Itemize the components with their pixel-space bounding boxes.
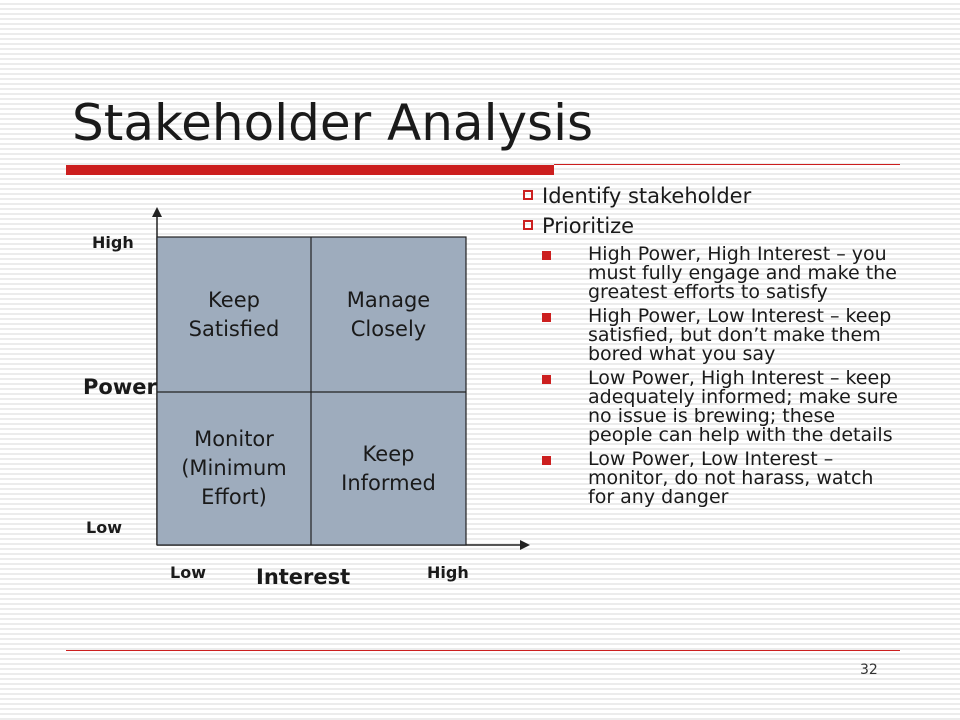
y-axis-high-label: High — [92, 233, 134, 252]
y-axis-label: Power — [83, 375, 157, 399]
quadrant-keep-informed: Keep Informed — [311, 392, 466, 545]
bullet-prioritize: Prioritize — [524, 212, 904, 240]
bullet-list — [524, 182, 904, 507]
sub-bullet: Low Power, Low Interest – monitor, do not harass, watch for any danger — [524, 450, 904, 507]
filled-square-bullet-icon — [542, 456, 551, 465]
quadrant-keep-satisfied: Keep Satisfied — [157, 237, 311, 392]
filled-square-bullet-icon — [542, 375, 551, 384]
x-axis-high-label: High — [427, 563, 469, 582]
hollow-square-bullet-icon — [523, 190, 533, 200]
filled-square-bullet-icon — [542, 251, 551, 260]
x-axis-low-label: Low — [170, 563, 206, 582]
y-axis-low-label: Low — [86, 518, 122, 537]
quadrant-manage-closely: Manage Closely — [311, 237, 466, 392]
slide-title: Stakeholder Analysis — [72, 94, 594, 152]
quadrant-monitor: Monitor (Minimum Effort) — [157, 392, 311, 545]
footer-line — [66, 650, 900, 651]
page-number: 32 — [860, 662, 878, 678]
bullet-identify: Identify stakeholder — [524, 182, 904, 210]
sub-bullet: High Power, High Interest – you must fully engage and make the greatest efforts to satisfy — [524, 245, 904, 302]
sub-bullet: High Power, Low Interest – keep satisfied, but don’t make them bored what you say — [524, 307, 904, 364]
sub-bullet: Low Power, High Interest – keep adequately informed; make sure no issue is brewing; these people can help with the details — [524, 369, 904, 445]
filled-square-bullet-icon — [542, 313, 551, 322]
x-axis-label: Interest — [256, 565, 351, 589]
hollow-square-bullet-icon — [523, 220, 533, 230]
